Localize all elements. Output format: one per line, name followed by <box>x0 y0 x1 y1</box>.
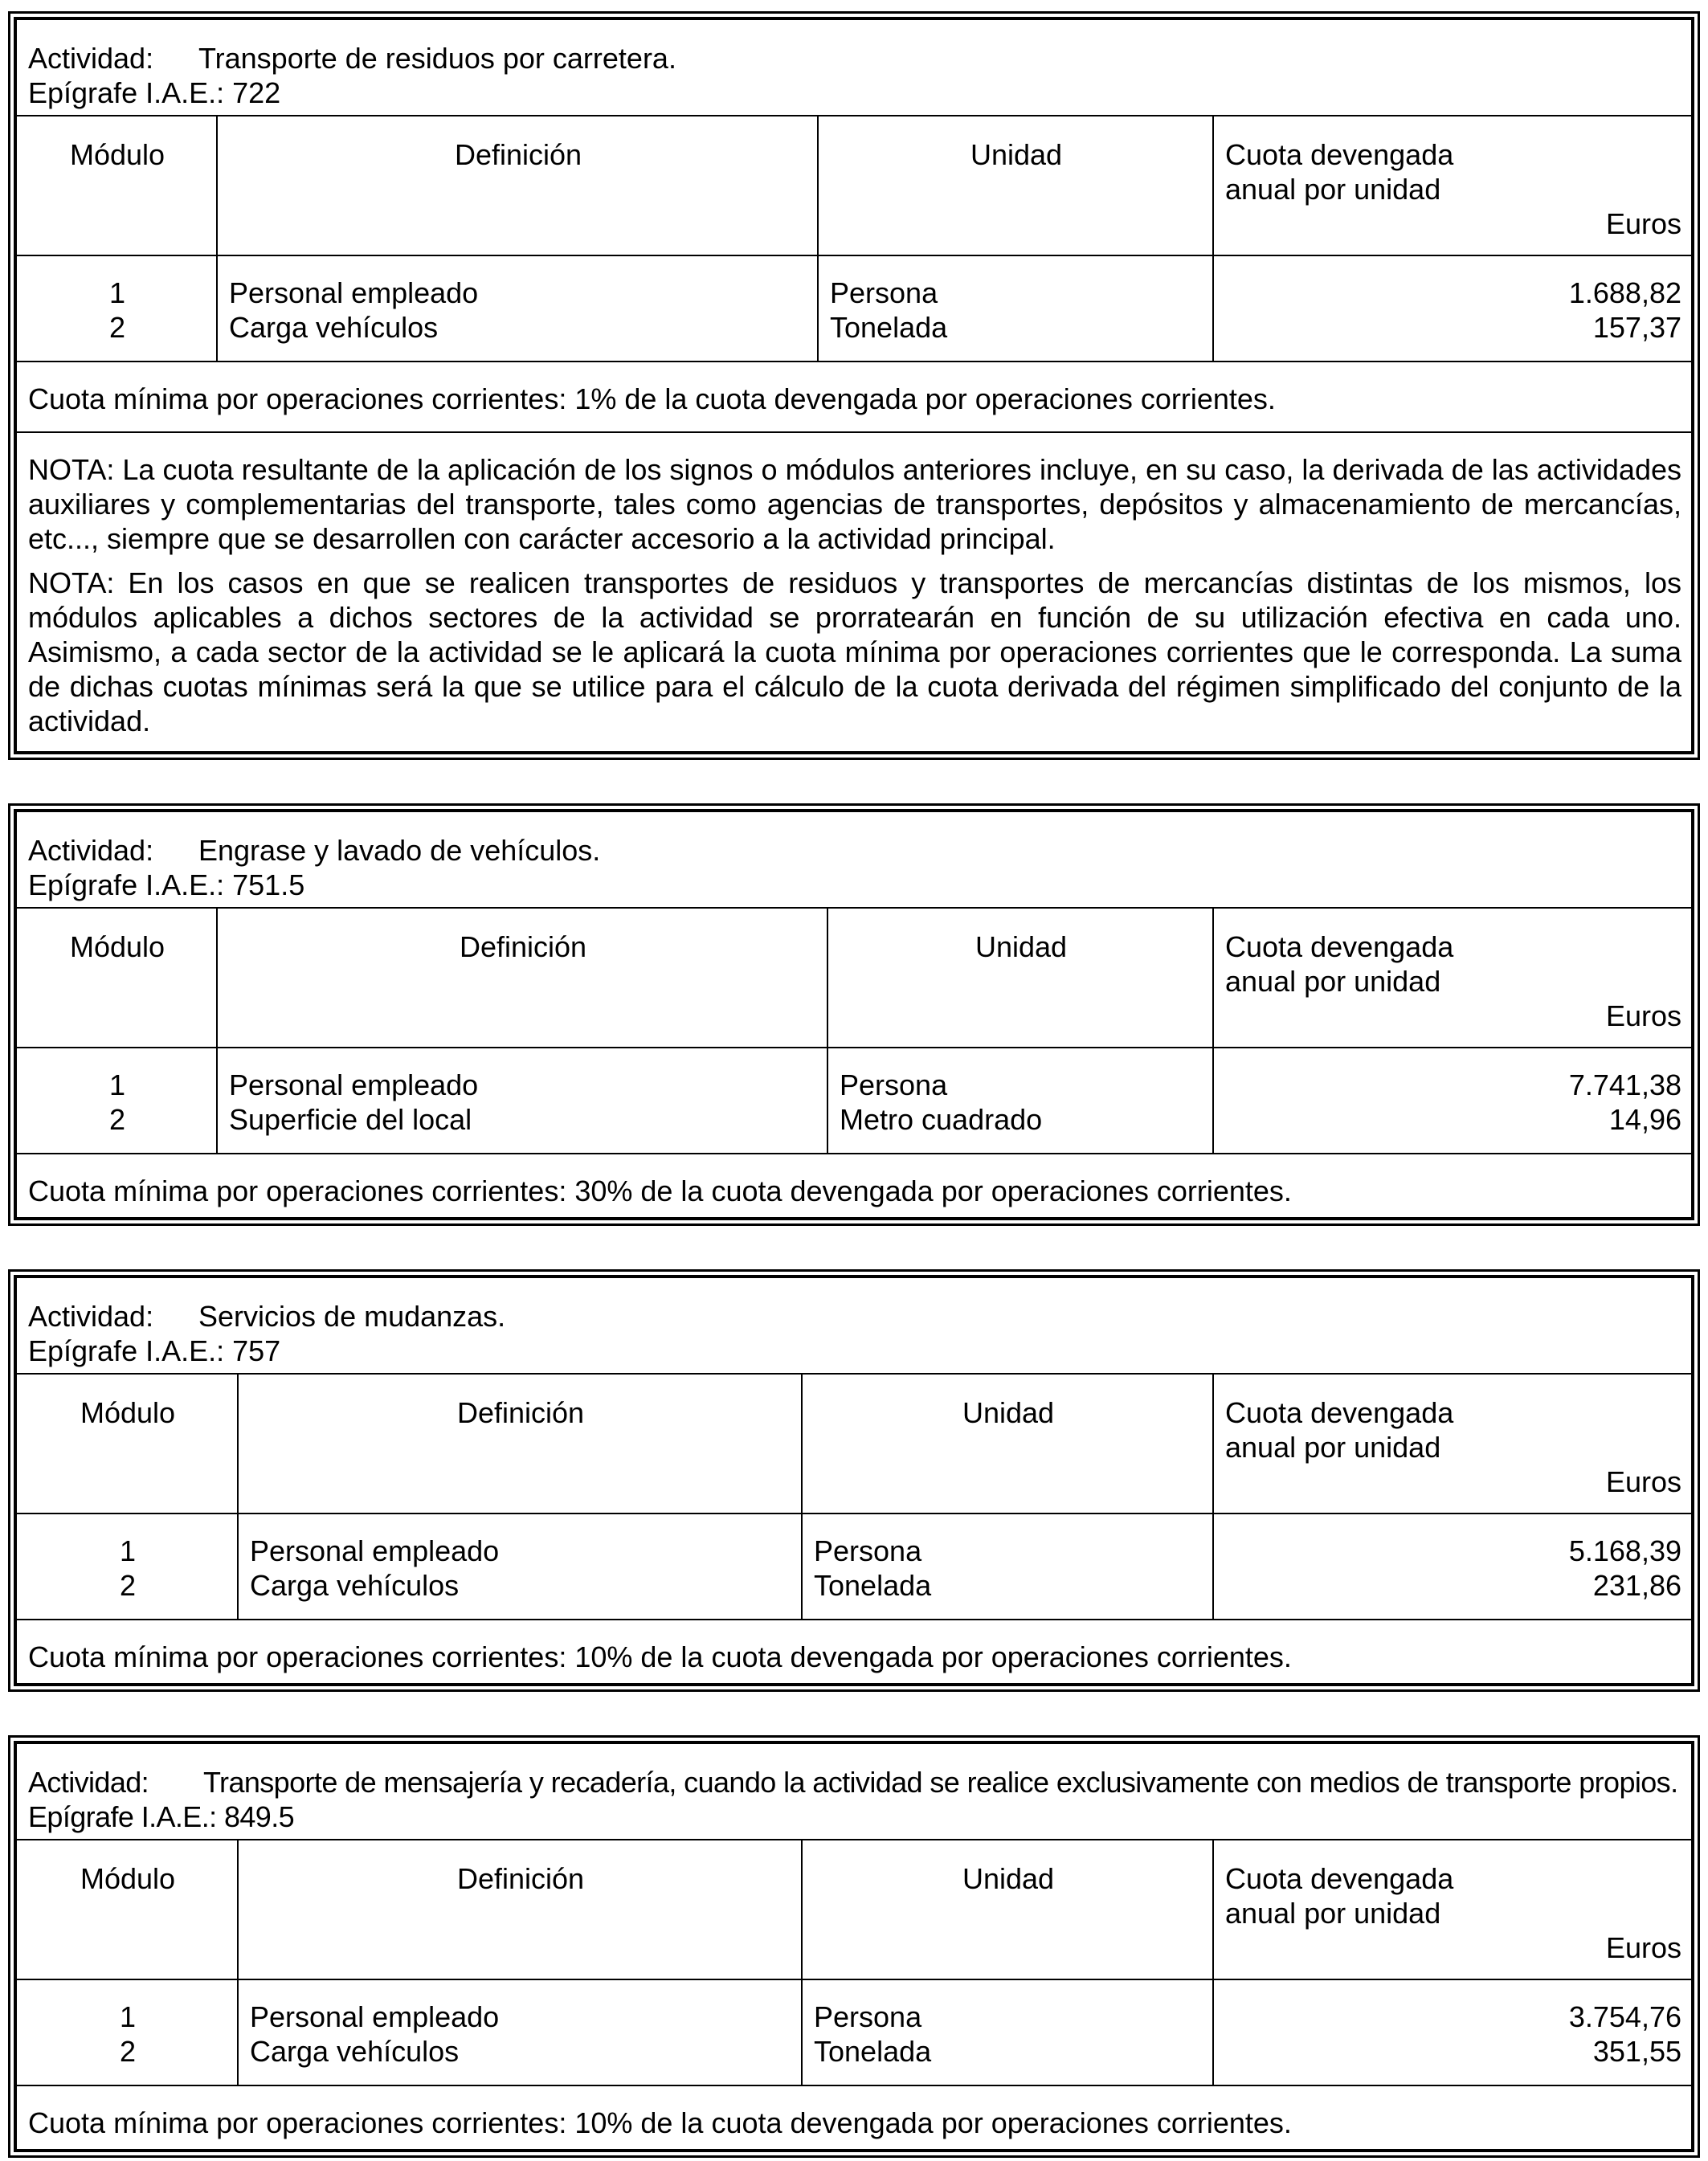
cuota-value: 3.754,76 <box>1568 2000 1681 2033</box>
modulo-value: 2 <box>119 1569 137 1602</box>
note-paragraph: NOTA: En los casos en que se realicen transportes de residuos y transportes de mercancías distintas de los mismos, los módulos aplicables a dichos sectores de la actividad se prorratearán en función de su utilización efectiva en cada uno. Asimismo, a cada sector de la actividad se le aplicará la cuota mínima por operaciones corrientes que le corresponda. La suma de dichas cuotas mínimas será la que se utilice para el cálculo de la cuota derivada del régimen simplificado del conjunto de la actividad. <box>28 566 1681 737</box>
cuota-minima: Cuota mínima por operaciones corrientes: 1% de la cuota devengada por operaciones corrientes. <box>16 362 1692 432</box>
cuota-header-line2: anual por unidad <box>1225 1897 1441 1930</box>
unidad-cell <box>827 1048 1213 1154</box>
modulo-value: 1 <box>108 276 126 309</box>
definicion-cell <box>217 1048 827 1154</box>
cuota-value: 1.688,82 <box>1568 276 1681 309</box>
col-header-cuota <box>1213 116 1692 255</box>
modulo-cell <box>16 1979 238 2085</box>
definicion-value: Personal empleado <box>229 1068 479 1101</box>
definicion-cell <box>238 1514 802 1620</box>
definicion-value: Superficie del local <box>229 1103 472 1136</box>
col-header-modulo: Módulo <box>16 908 217 1048</box>
definicion-value: Personal empleado <box>229 276 479 309</box>
cuota-value: 5.168,39 <box>1568 1534 1681 1567</box>
activity-label: Actividad: <box>28 834 154 867</box>
cuota-minima: Cuota mínima por operaciones corrientes: 10% de la cuota devengada por operaciones corrientes. <box>16 1620 1692 1684</box>
activity-line <box>28 833 1681 868</box>
activity-block-inner <box>14 17 1694 754</box>
cuota-value: 14,96 <box>1608 1103 1681 1136</box>
activity-name: Engrase y lavado de vehículos. <box>198 834 601 867</box>
activity-label: Actividad: <box>28 1300 154 1333</box>
unidad-value: Persona <box>830 276 938 309</box>
activity-table <box>15 18 1693 753</box>
activity-name: Transporte de mensajería y recadería, cuando la actividad se realice exclusivamente con medios de transporte propios. <box>203 1766 1678 1799</box>
cuota-cell <box>1213 255 1692 362</box>
activity-block-849-5 <box>8 1735 1700 2158</box>
col-header-cuota <box>1213 908 1692 1048</box>
definicion-cell <box>238 1979 802 2085</box>
activity-name: Transporte de residuos por carretera. <box>198 42 676 75</box>
unidad-value: Persona <box>840 1068 948 1101</box>
activity-table <box>15 1277 1693 1685</box>
euros-label: Euros <box>1605 1931 1681 1964</box>
col-header-definicion: Definición <box>238 1840 802 1979</box>
definicion-value: Carga vehículos <box>250 1569 460 1602</box>
col-header-unidad: Unidad <box>802 1374 1213 1514</box>
unidad-cell <box>818 255 1213 362</box>
definicion-value: Personal empleado <box>250 2000 500 2033</box>
cuota-cell <box>1213 1514 1692 1620</box>
modulo-cell <box>16 255 217 362</box>
col-header-definicion: Definición <box>217 116 818 255</box>
modulo-cell <box>16 1514 238 1620</box>
notes-cell <box>16 432 1692 752</box>
unidad-value: Persona <box>814 2000 922 2033</box>
col-header-modulo: Módulo <box>16 1840 238 1979</box>
epigrafe-label: Epígrafe I.A.E.: <box>28 76 225 109</box>
cuota-header-line1: Cuota devengada <box>1225 930 1454 963</box>
col-header-unidad: Unidad <box>802 1840 1213 1979</box>
epigrafe-label: Epígrafe I.A.E.: <box>28 1800 217 1833</box>
modulo-value: 1 <box>119 1534 137 1567</box>
definicion-value: Carga vehículos <box>250 2035 460 2068</box>
epigrafe-value: 849.5 <box>223 1800 295 1833</box>
activity-line <box>28 41 1681 76</box>
unidad-value: Tonelada <box>814 1569 932 1602</box>
epigrafe-label: Epígrafe I.A.E.: <box>28 868 225 901</box>
modulo-cell <box>16 1048 217 1154</box>
activity-table <box>15 1742 1693 2151</box>
modulo-value: 2 <box>108 311 126 344</box>
cuota-header-line2: anual por unidad <box>1225 173 1441 206</box>
epigrafe-value: 722 <box>232 76 281 109</box>
epigrafe-line <box>28 1799 1681 1834</box>
unidad-cell <box>802 1514 1213 1620</box>
epigrafe-value: 757 <box>232 1334 281 1367</box>
col-header-modulo: Módulo <box>16 1374 238 1514</box>
activity-header <box>16 19 1692 116</box>
definicion-value: Carga vehículos <box>229 311 439 344</box>
activity-block-751-5 <box>8 803 1700 1226</box>
activity-line <box>28 1765 1681 1799</box>
activity-header <box>16 811 1692 908</box>
activity-block-inner <box>14 1275 1694 1686</box>
cuota-header-line2: anual por unidad <box>1225 1431 1441 1464</box>
cuota-value: 157,37 <box>1592 311 1681 344</box>
epigrafe-line <box>28 1334 1681 1368</box>
cuota-value: 7.741,38 <box>1568 1068 1681 1101</box>
epigrafe-value: 751.5 <box>232 868 305 901</box>
unidad-cell <box>802 1979 1213 2085</box>
activity-line <box>28 1299 1681 1334</box>
activity-name: Servicios de mudanzas. <box>198 1300 506 1333</box>
activity-label: Actividad: <box>28 1766 149 1799</box>
modulo-value: 2 <box>108 1103 126 1136</box>
activity-block-757 <box>8 1269 1700 1692</box>
cuota-value: 231,86 <box>1592 1569 1681 1602</box>
euros-label: Euros <box>1605 207 1681 240</box>
col-header-cuota <box>1213 1374 1692 1514</box>
col-header-modulo: Módulo <box>16 116 217 255</box>
note-paragraph: NOTA: La cuota resultante de la aplicación de los signos o módulos anteriores incluye, en su caso, la derivada de las actividades auxiliares y complementarias del transporte, tales como agencias de transportes, depósitos y almacenamiento de mercancías, etc..., siempre que se desarrollen con carácter accesorio a la actividad principal. <box>28 453 1681 555</box>
cuota-header-line2: anual por unidad <box>1225 965 1441 998</box>
activity-block-722 <box>8 11 1700 760</box>
definicion-cell <box>217 255 818 362</box>
cuota-cell <box>1213 1048 1692 1154</box>
euros-label: Euros <box>1605 999 1681 1032</box>
activity-block-inner <box>14 1741 1694 2152</box>
euros-label: Euros <box>1605 1465 1681 1498</box>
cuota-value: 351,55 <box>1592 2035 1681 2068</box>
activity-header <box>16 1743 1692 1840</box>
unidad-value: Tonelada <box>814 2035 932 2068</box>
activity-block-inner <box>14 809 1694 1220</box>
col-header-definicion: Definición <box>217 908 827 1048</box>
activity-table <box>15 811 1693 1219</box>
activity-label: Actividad: <box>28 42 154 75</box>
cuota-header-line1: Cuota devengada <box>1225 1862 1454 1895</box>
modulo-value: 1 <box>108 1068 126 1101</box>
col-header-definicion: Definición <box>238 1374 802 1514</box>
unidad-value: Persona <box>814 1534 922 1567</box>
cuota-header-line1: Cuota devengada <box>1225 138 1454 171</box>
cuota-minima: Cuota mínima por operaciones corrientes: 10% de la cuota devengada por operaciones corrientes. <box>16 2085 1692 2150</box>
col-header-unidad: Unidad <box>818 116 1213 255</box>
epigrafe-label: Epígrafe I.A.E.: <box>28 1334 225 1367</box>
cuota-header-line1: Cuota devengada <box>1225 1396 1454 1429</box>
epigrafe-line <box>28 868 1681 902</box>
activity-header <box>16 1277 1692 1374</box>
col-header-unidad: Unidad <box>827 908 1213 1048</box>
cuota-cell <box>1213 1979 1692 2085</box>
unidad-value: Metro cuadrado <box>840 1103 1043 1136</box>
cuota-minima: Cuota mínima por operaciones corrientes: 30% de la cuota devengada por operaciones corrientes. <box>16 1154 1692 1218</box>
definicion-value: Personal empleado <box>250 1534 500 1567</box>
unidad-value: Tonelada <box>830 311 948 344</box>
epigrafe-line <box>28 76 1681 110</box>
modulo-value: 2 <box>119 2035 137 2068</box>
modulo-value: 1 <box>119 2000 137 2033</box>
col-header-cuota <box>1213 1840 1692 1979</box>
